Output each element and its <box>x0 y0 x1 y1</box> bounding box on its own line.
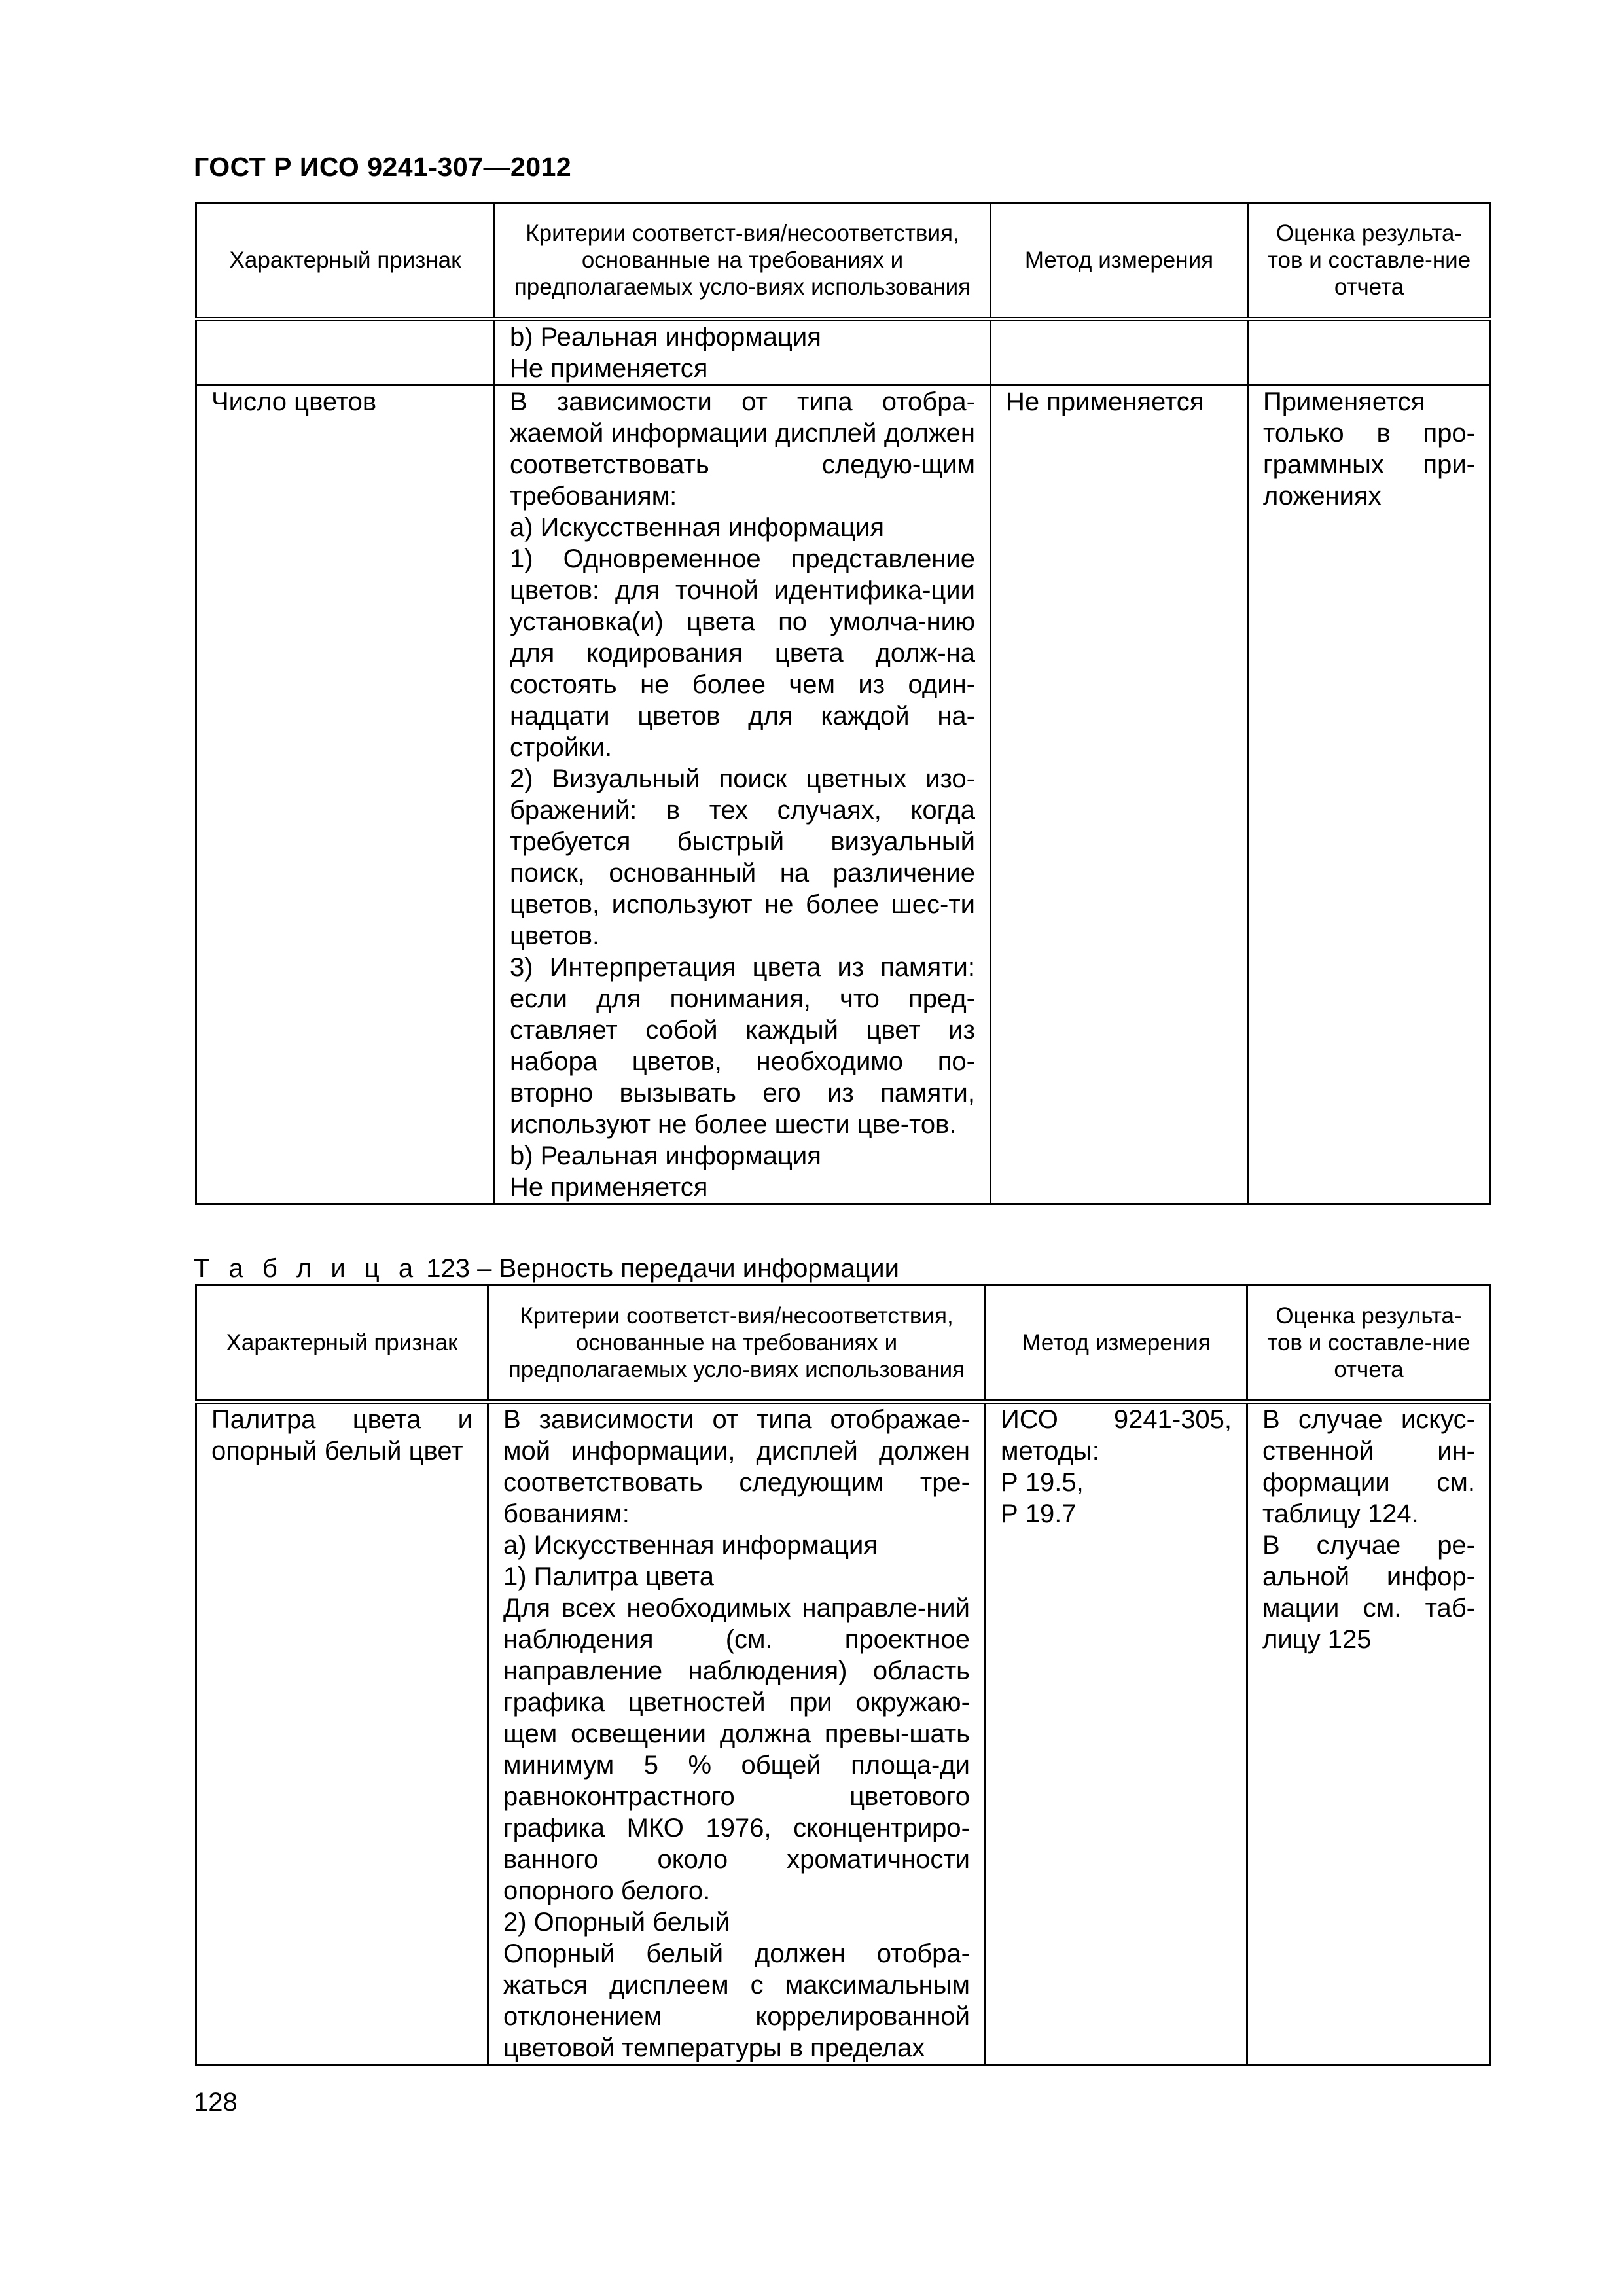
page-number: 128 <box>194 2088 238 2117</box>
criteria-paragraph: b) Реальная информация <box>510 1141 821 1170</box>
method-line: Р 19.7 <box>1001 1499 1077 1528</box>
criteria-line: Не применяется <box>510 354 708 383</box>
method-line: Р 19.5, <box>1001 1468 1084 1497</box>
criteria-paragraph: a) Искусственная информация <box>510 513 884 542</box>
criteria-paragraph: 2) Визуальный поиск цветных изо-бражений: в тех случаях, когда требуется быстрый визуальный поиск, основанный на различение цветов, используют не более шес-ти цветов. <box>510 764 975 950</box>
header-method: Метод измерения <box>991 203 1248 319</box>
header-method: Метод измерения <box>986 1285 1247 1402</box>
cell-feature: Палитра цвета и опорный белый цвет <box>196 1402 488 2065</box>
cell-feature: Число цветов <box>196 386 495 1204</box>
assessment-paragraph: В случае искус-ственной ин-формации см. таблицу 124. <box>1262 1405 1475 1528</box>
criteria-paragraph: 3) Интерпретация цвета из памяти: если для понимания, что пред-ставляет собой каждый цвет из набора цветов, необходимо по-вторно вызывать его из памяти, используют не более шести цве-тов. <box>510 953 975 1139</box>
cell-criteria <box>495 319 991 386</box>
header-criteria: Критерии соответст-вия/несоответствия, основанные на требованиях и предполагаемых усло-виях использования <box>495 203 991 319</box>
assessment-paragraph: В случае ре-альной инфор-мации см. таб-лицу 125 <box>1262 1531 1475 1654</box>
criteria-paragraph: В зависимости от типа отображае-мой информации, дисплей должен соответствовать следующим тре-бованиям: <box>503 1405 970 1528</box>
cell-method <box>991 319 1248 386</box>
cell-method: Не применяется <box>991 386 1248 1204</box>
criteria-paragraph: В зависимости от типа отобра-жаемой информации дисплей должен соответствовать следую-щим требованиям: <box>510 387 975 511</box>
cell-criteria <box>488 1402 986 2065</box>
method-line: ИСО 9241-305, методы: <box>1001 1405 1232 1465</box>
cell-criteria <box>495 386 991 1204</box>
table-information-fidelity <box>195 1284 1491 2066</box>
criteria-paragraph: a) Искусственная информация <box>503 1531 878 1560</box>
header-assessment: Оценка результа-тов и составле-ние отчета <box>1248 203 1491 319</box>
table-row <box>196 319 1491 386</box>
table-caption-label: Т а б л и ц а <box>194 1254 419 1283</box>
header-feature: Характерный признак <box>196 1285 488 1402</box>
table-row <box>196 1402 1491 2065</box>
table-caption <box>194 1253 899 1284</box>
criteria-paragraph: Не применяется <box>510 1173 708 1202</box>
criteria-line: b) Реальная информация <box>510 323 821 351</box>
criteria-paragraph: 1) Одновременное представление цветов: для точной идентифика-ции установка(и) цвета по умолча-нию для кодирования цвета долж-на состоять не более чем из один-надцати цветов для каждой на-стройки. <box>510 545 975 762</box>
cell-method <box>986 1402 1247 2065</box>
table-number-of-colors <box>195 202 1491 1205</box>
cell-assessment: Применяется только в про-граммных при-ложениях <box>1248 386 1491 1204</box>
header-criteria: Критерии соответст-вия/несоответствия, основанные на требованиях и предполагаемых усло-виях использования <box>488 1285 986 1402</box>
criteria-paragraph: Опорный белый должен отобра-жаться дисплеем с максимальным отклонением коррелированной цветовой температуры в пределах <box>503 1939 970 2062</box>
header-feature: Характерный признак <box>196 203 495 319</box>
cell-assessment <box>1247 1402 1491 2065</box>
criteria-paragraph: 1) Палитра цвета <box>503 1562 715 1591</box>
document-header: ГОСТ Р ИСО 9241-307—2012 <box>194 152 572 182</box>
cell-assessment <box>1248 319 1491 386</box>
table-caption-title: 123 – Верность передачи информации <box>426 1254 899 1283</box>
table-row <box>196 386 1491 1204</box>
header-assessment: Оценка результа-тов и составле-ние отчета <box>1247 1285 1491 1402</box>
criteria-paragraph: Для всех необходимых направле-ний наблюдения (см. проектное направление наблюдения) область графика цветностей при окружаю-щем освещении должна превы-шать минимум 5 % общей площа-ди равноконтрастного цветового графика МКО 1976, сконцентриро-ванного около хроматичности опорного белого. <box>503 1594 970 1905</box>
cell-feature <box>196 319 495 386</box>
criteria-paragraph: 2) Опорный белый <box>503 1908 730 1937</box>
